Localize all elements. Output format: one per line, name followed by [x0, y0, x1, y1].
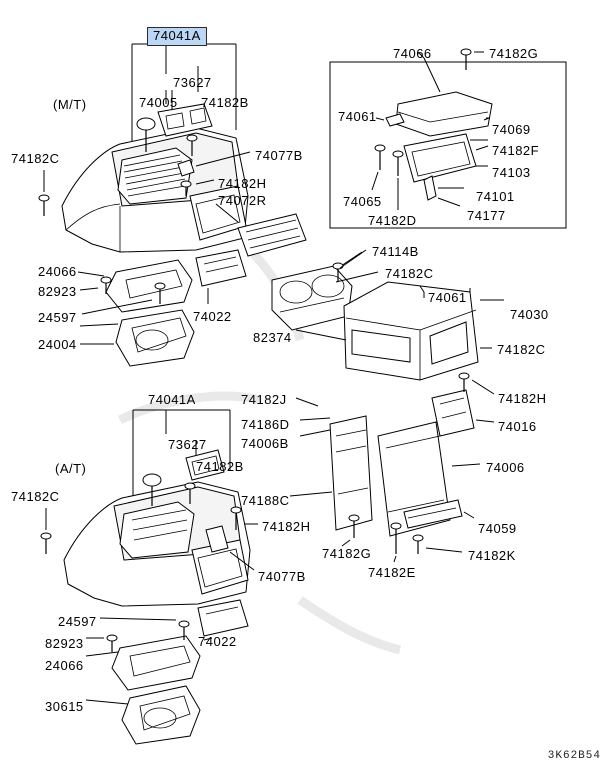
boot-group-top	[78, 260, 194, 366]
label-74077b-bottom: 74077B	[258, 569, 306, 584]
boot-group-bottom	[86, 618, 200, 744]
label-24597-bottom: 24597	[58, 614, 97, 629]
label-74065: 74065	[343, 194, 382, 209]
screw-74182h-right	[459, 373, 494, 394]
label-82923-top: 82923	[38, 284, 77, 299]
screw-82923-bottom	[86, 635, 117, 652]
screw-74065	[372, 145, 385, 190]
label-74030: 74030	[510, 307, 549, 322]
label-82923-bottom: 82923	[45, 636, 84, 651]
label-mt: (M/T)	[53, 97, 87, 112]
label-74066: 74066	[393, 46, 432, 61]
label-74182j: 74182J	[241, 392, 287, 407]
label-74182b-bottom: 74182B	[196, 459, 244, 474]
label-74006b: 74006B	[241, 436, 289, 451]
screw-74182c-left-top	[39, 170, 49, 216]
label-24597-top: 24597	[38, 310, 77, 325]
screw-74182g-top	[461, 49, 484, 70]
bracket-74022-top	[196, 250, 246, 304]
label-82374: 82374	[253, 330, 292, 345]
label-30615: 30615	[45, 699, 84, 714]
label-74005: 74005	[139, 95, 178, 110]
label-74077b-top: 74077B	[255, 148, 303, 163]
drawing-code: 3K62B54	[547, 750, 601, 762]
hook-74101	[424, 176, 464, 206]
label-74182g-bottom: 74182G	[322, 546, 372, 561]
label-74006: 74006	[486, 460, 525, 475]
label-74182f: 74182F	[492, 143, 540, 158]
rear-parts-group	[296, 373, 494, 562]
label-24066-top: 24066	[38, 264, 77, 279]
label-74182e: 74182E	[368, 565, 416, 580]
label-24066-bottom: 24066	[45, 658, 84, 673]
label-74022-top: 74022	[193, 309, 232, 324]
label-73627-bottom: 73627	[168, 437, 207, 452]
label-74182c-left-top: 74182C	[11, 151, 60, 166]
label-74182h-bottom: 74182H	[262, 519, 311, 534]
label-74177: 74177	[467, 208, 506, 223]
label-74182k: 74182K	[468, 548, 516, 563]
label-74182c-mid: 74182C	[385, 266, 434, 281]
screw-74182k	[413, 535, 462, 554]
label-74188c: 74188C	[241, 493, 290, 508]
label-74041a-top[interactable]: 74041A	[147, 27, 207, 46]
label-74101: 74101	[476, 189, 515, 204]
label-74182b-top: 74182B	[201, 95, 249, 110]
label-74061-top: 74061	[338, 109, 377, 124]
label-74182h-top: 74182H	[218, 176, 267, 191]
label-74182c-right: 74182C	[497, 342, 546, 357]
label-74061-mid: 74061	[428, 290, 467, 305]
label-73627-top: 73627	[173, 75, 212, 90]
label-74182c-left-bottom: 74182C	[11, 489, 60, 504]
label-74041a-bottom: 74041A	[148, 392, 196, 407]
label-74182h-right: 74182H	[498, 391, 547, 406]
label-74114b: 74114B	[372, 244, 419, 259]
label-74072r: 74072R	[218, 193, 267, 208]
label-at: (A/T)	[55, 461, 87, 476]
label-74016: 74016	[498, 419, 537, 434]
label-74059: 74059	[478, 521, 517, 536]
label-74069: 74069	[492, 122, 531, 137]
screw-74182d	[393, 151, 403, 210]
label-74022-bottom: 74022	[198, 634, 237, 649]
label-74182d: 74182D	[368, 213, 417, 228]
label-74103: 74103	[492, 165, 531, 180]
label-74182g-top: 74182G	[489, 46, 539, 61]
label-24004: 24004	[38, 337, 77, 352]
screw-74182c-left-bottom	[41, 508, 51, 554]
rear-console-74030	[344, 282, 504, 380]
label-74186d: 74186D	[241, 417, 290, 432]
screw-82923-top	[80, 277, 111, 294]
